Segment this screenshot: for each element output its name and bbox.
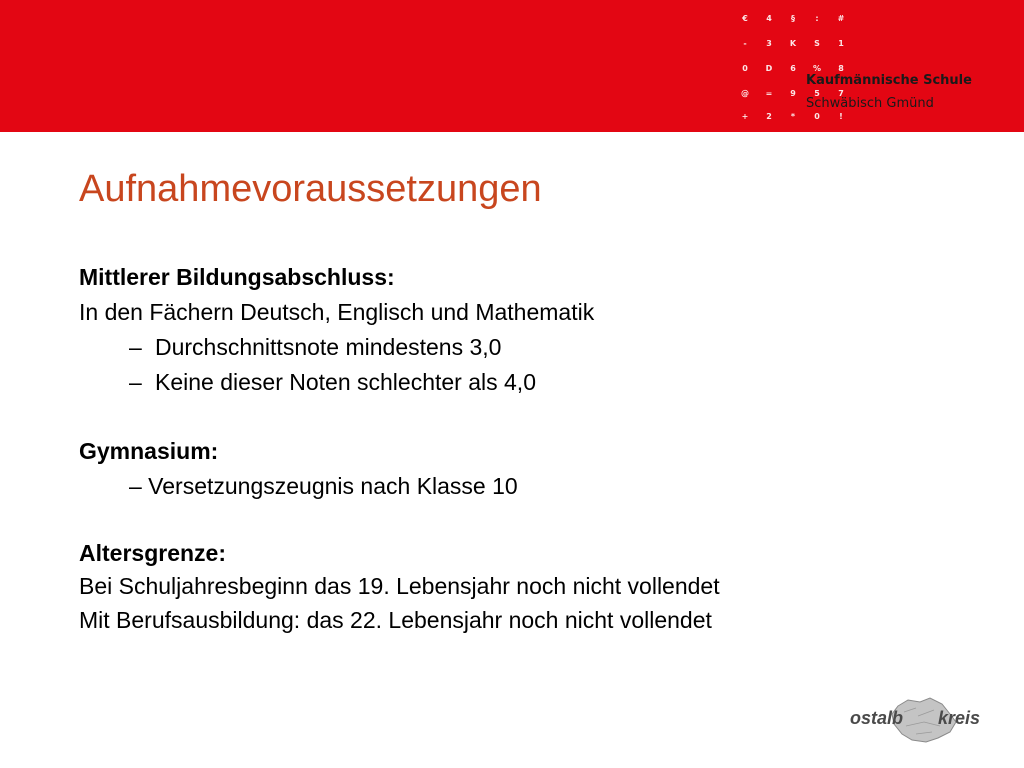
bullet-dash: – — [129, 369, 142, 395]
grid-char: § — [791, 14, 795, 23]
grid-char: 5 — [814, 89, 820, 98]
grid-char: 1 — [838, 39, 844, 48]
grid-char: 3 — [766, 39, 772, 48]
bullet-item: – Versetzungszeugnis nach Klasse 10 — [129, 473, 518, 499]
grid-char: 0 — [742, 64, 748, 73]
grid-char: = — [765, 89, 773, 98]
bullet-text: Keine dieser Noten schlechter als 4,0 — [155, 369, 536, 395]
grid-char: @ — [741, 89, 749, 98]
grid-char: % — [812, 64, 821, 73]
grid-char: - — [743, 39, 747, 48]
grid-char: 6 — [790, 64, 796, 73]
grid-char: 7 — [838, 89, 844, 98]
grid-char: D — [765, 64, 773, 73]
grid-char: K — [789, 39, 797, 48]
school-name: Kaufmännische Schule — [806, 73, 972, 88]
slide-title: Aufnahmevoraussetzungen — [79, 168, 542, 210]
school-city: Schwäbisch Gmünd — [806, 96, 934, 111]
bullet-text: Durchschnittsnote mindestens 3,0 — [155, 334, 502, 360]
section-heading-gymnasium: Gymnasium: — [79, 438, 219, 464]
section-heading-bildungsabschluss: Mittlerer Bildungsabschluss: — [79, 264, 395, 290]
header-band — [0, 0, 1024, 132]
section-heading-altersgrenze: Altersgrenze: — [79, 540, 226, 566]
bullet-item — [129, 332, 501, 362]
logo-text-kreis: kreis — [938, 708, 981, 728]
logo-text-ostalb: ostalb — [850, 708, 904, 728]
grid-char: 0 — [814, 112, 820, 121]
age-limit-line: Mit Berufsausbildung: das 22. Lebensjahr noch nicht vollendet — [79, 607, 712, 633]
grid-char: € — [742, 14, 748, 23]
grid-char: S — [814, 39, 820, 48]
grid-char: 2 — [766, 112, 772, 121]
grid-char: ! — [839, 112, 843, 121]
grid-char: 8 — [838, 64, 844, 73]
grid-char: + — [741, 112, 749, 121]
grid-char: # — [837, 14, 845, 23]
grid-char: 4 — [766, 14, 772, 23]
section-line-faecher: In den Fächern Deutsch, Englisch und Mathematik — [79, 299, 595, 325]
bullet-dash: – — [129, 334, 142, 360]
age-limit-line: Bei Schuljahresbeginn das 19. Lebensjahr noch nicht vollendet — [79, 573, 720, 599]
ostalbkreis-logo — [846, 696, 996, 746]
grid-char: : — [815, 14, 819, 23]
grid-char: * — [790, 112, 796, 121]
bullet-item — [129, 367, 536, 397]
grid-char: 9 — [790, 89, 796, 98]
